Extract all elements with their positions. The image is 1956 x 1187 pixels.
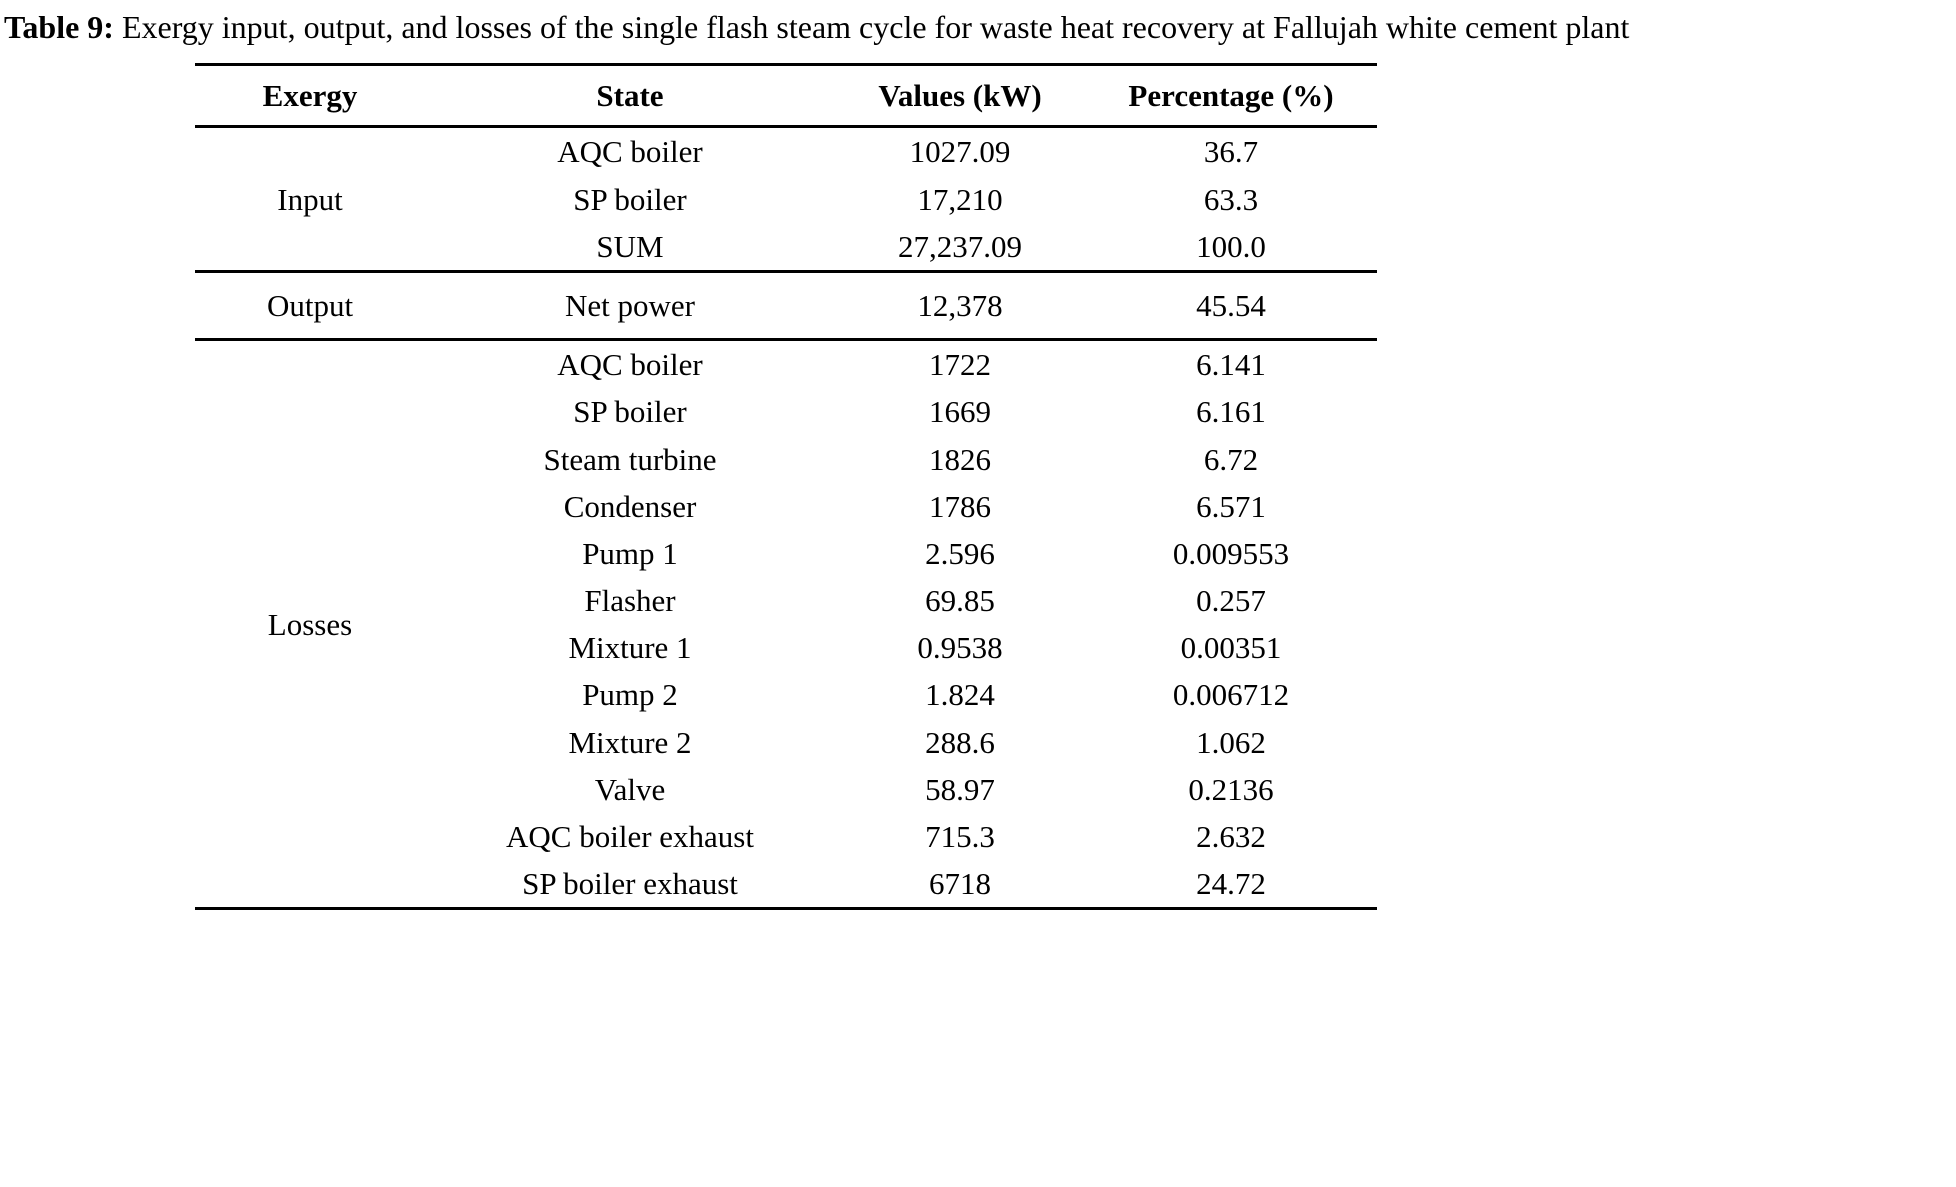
percentage-cell: 100.0 [1085, 223, 1377, 272]
percentage-cell: 24.72 [1085, 860, 1377, 909]
percentage-cell: 0.00351 [1180, 630, 1282, 666]
state-cell: Pump 2 [582, 677, 678, 713]
state-cell: AQC boiler exhaust [506, 819, 754, 854]
state-cell: Condenser [563, 488, 697, 524]
state-cell: Valve [594, 771, 666, 807]
column-header-exergy: Exergy [195, 65, 425, 127]
value-cell: 27,237.09 [835, 223, 1085, 272]
table-body [195, 127, 1377, 909]
value-cell: 288.6 [925, 724, 995, 760]
value-cell: 715.3 [925, 819, 995, 854]
value-cell: 6718 [835, 860, 1085, 909]
column-header-values: Values (kW) [835, 65, 1085, 127]
table-caption [0, 0, 1956, 49]
value-cell: 1027.09 [909, 134, 1011, 170]
state-cell: AQC boiler [557, 134, 703, 170]
table-caption-text: Exergy input, output, and losses of the single flash steam cycle for waste heat recovery at Fallujah white cement plant [113, 9, 1630, 45]
percentage-cell: 0.006712 [1172, 677, 1290, 713]
percentage-cell: 45.54 [1085, 271, 1377, 339]
column-header-percentage: Percentage (%) [1085, 65, 1377, 127]
exergy-table [195, 63, 1377, 910]
state-cell: SP boiler exhaust [425, 860, 835, 909]
state-cell: Pump 1 [582, 535, 678, 571]
percentage-cell: 1.062 [1196, 724, 1266, 760]
value-cell: 1.824 [925, 677, 995, 713]
percentage-cell: 6.72 [1203, 441, 1259, 477]
group-label: Input [195, 127, 425, 272]
state-cell: SP boiler [573, 394, 687, 430]
state-cell: Net power [425, 271, 835, 339]
value-cell: 1786 [929, 488, 991, 524]
value-cell: 2.596 [925, 535, 995, 571]
percentage-cell: 0.257 [1196, 583, 1266, 619]
state-cell: SP boiler [573, 181, 687, 217]
percentage-cell: 63.3 [1203, 181, 1259, 217]
table-caption-label: Table 9: [4, 9, 114, 45]
table-row [195, 271, 1377, 339]
state-cell: Flasher [584, 583, 676, 619]
value-cell: 58.97 [925, 771, 995, 807]
state-cell: Steam turbine [543, 441, 717, 477]
group-label: Output [195, 271, 425, 339]
percentage-cell: 0.009553 [1172, 535, 1290, 571]
value-cell: 1826 [929, 441, 991, 477]
value-cell: 1722 [929, 347, 991, 383]
table-row [195, 127, 1377, 176]
state-cell: AQC boiler [557, 347, 703, 383]
value-cell: 1669 [929, 394, 991, 430]
percentage-cell: 36.7 [1203, 134, 1259, 170]
percentage-cell: 2.632 [1196, 819, 1266, 854]
value-cell: 17,210 [917, 181, 1003, 217]
value-cell: 69.85 [925, 583, 995, 619]
column-header-state: State [425, 65, 835, 127]
percentage-cell: 0.2136 [1188, 771, 1274, 807]
group-label: Losses [195, 340, 425, 909]
table-row [195, 340, 1377, 389]
percentage-cell: 6.571 [1196, 488, 1266, 524]
table-header [195, 65, 1377, 127]
percentage-cell: 6.161 [1196, 394, 1266, 430]
value-cell: 0.9538 [917, 630, 1003, 666]
value-cell: 12,378 [835, 271, 1085, 339]
percentage-cell: 6.141 [1196, 347, 1266, 383]
state-cell: Mixture 2 [568, 724, 692, 760]
state-cell: Mixture 1 [568, 630, 692, 666]
header-row [195, 65, 1377, 127]
state-cell: SUM [425, 223, 835, 272]
